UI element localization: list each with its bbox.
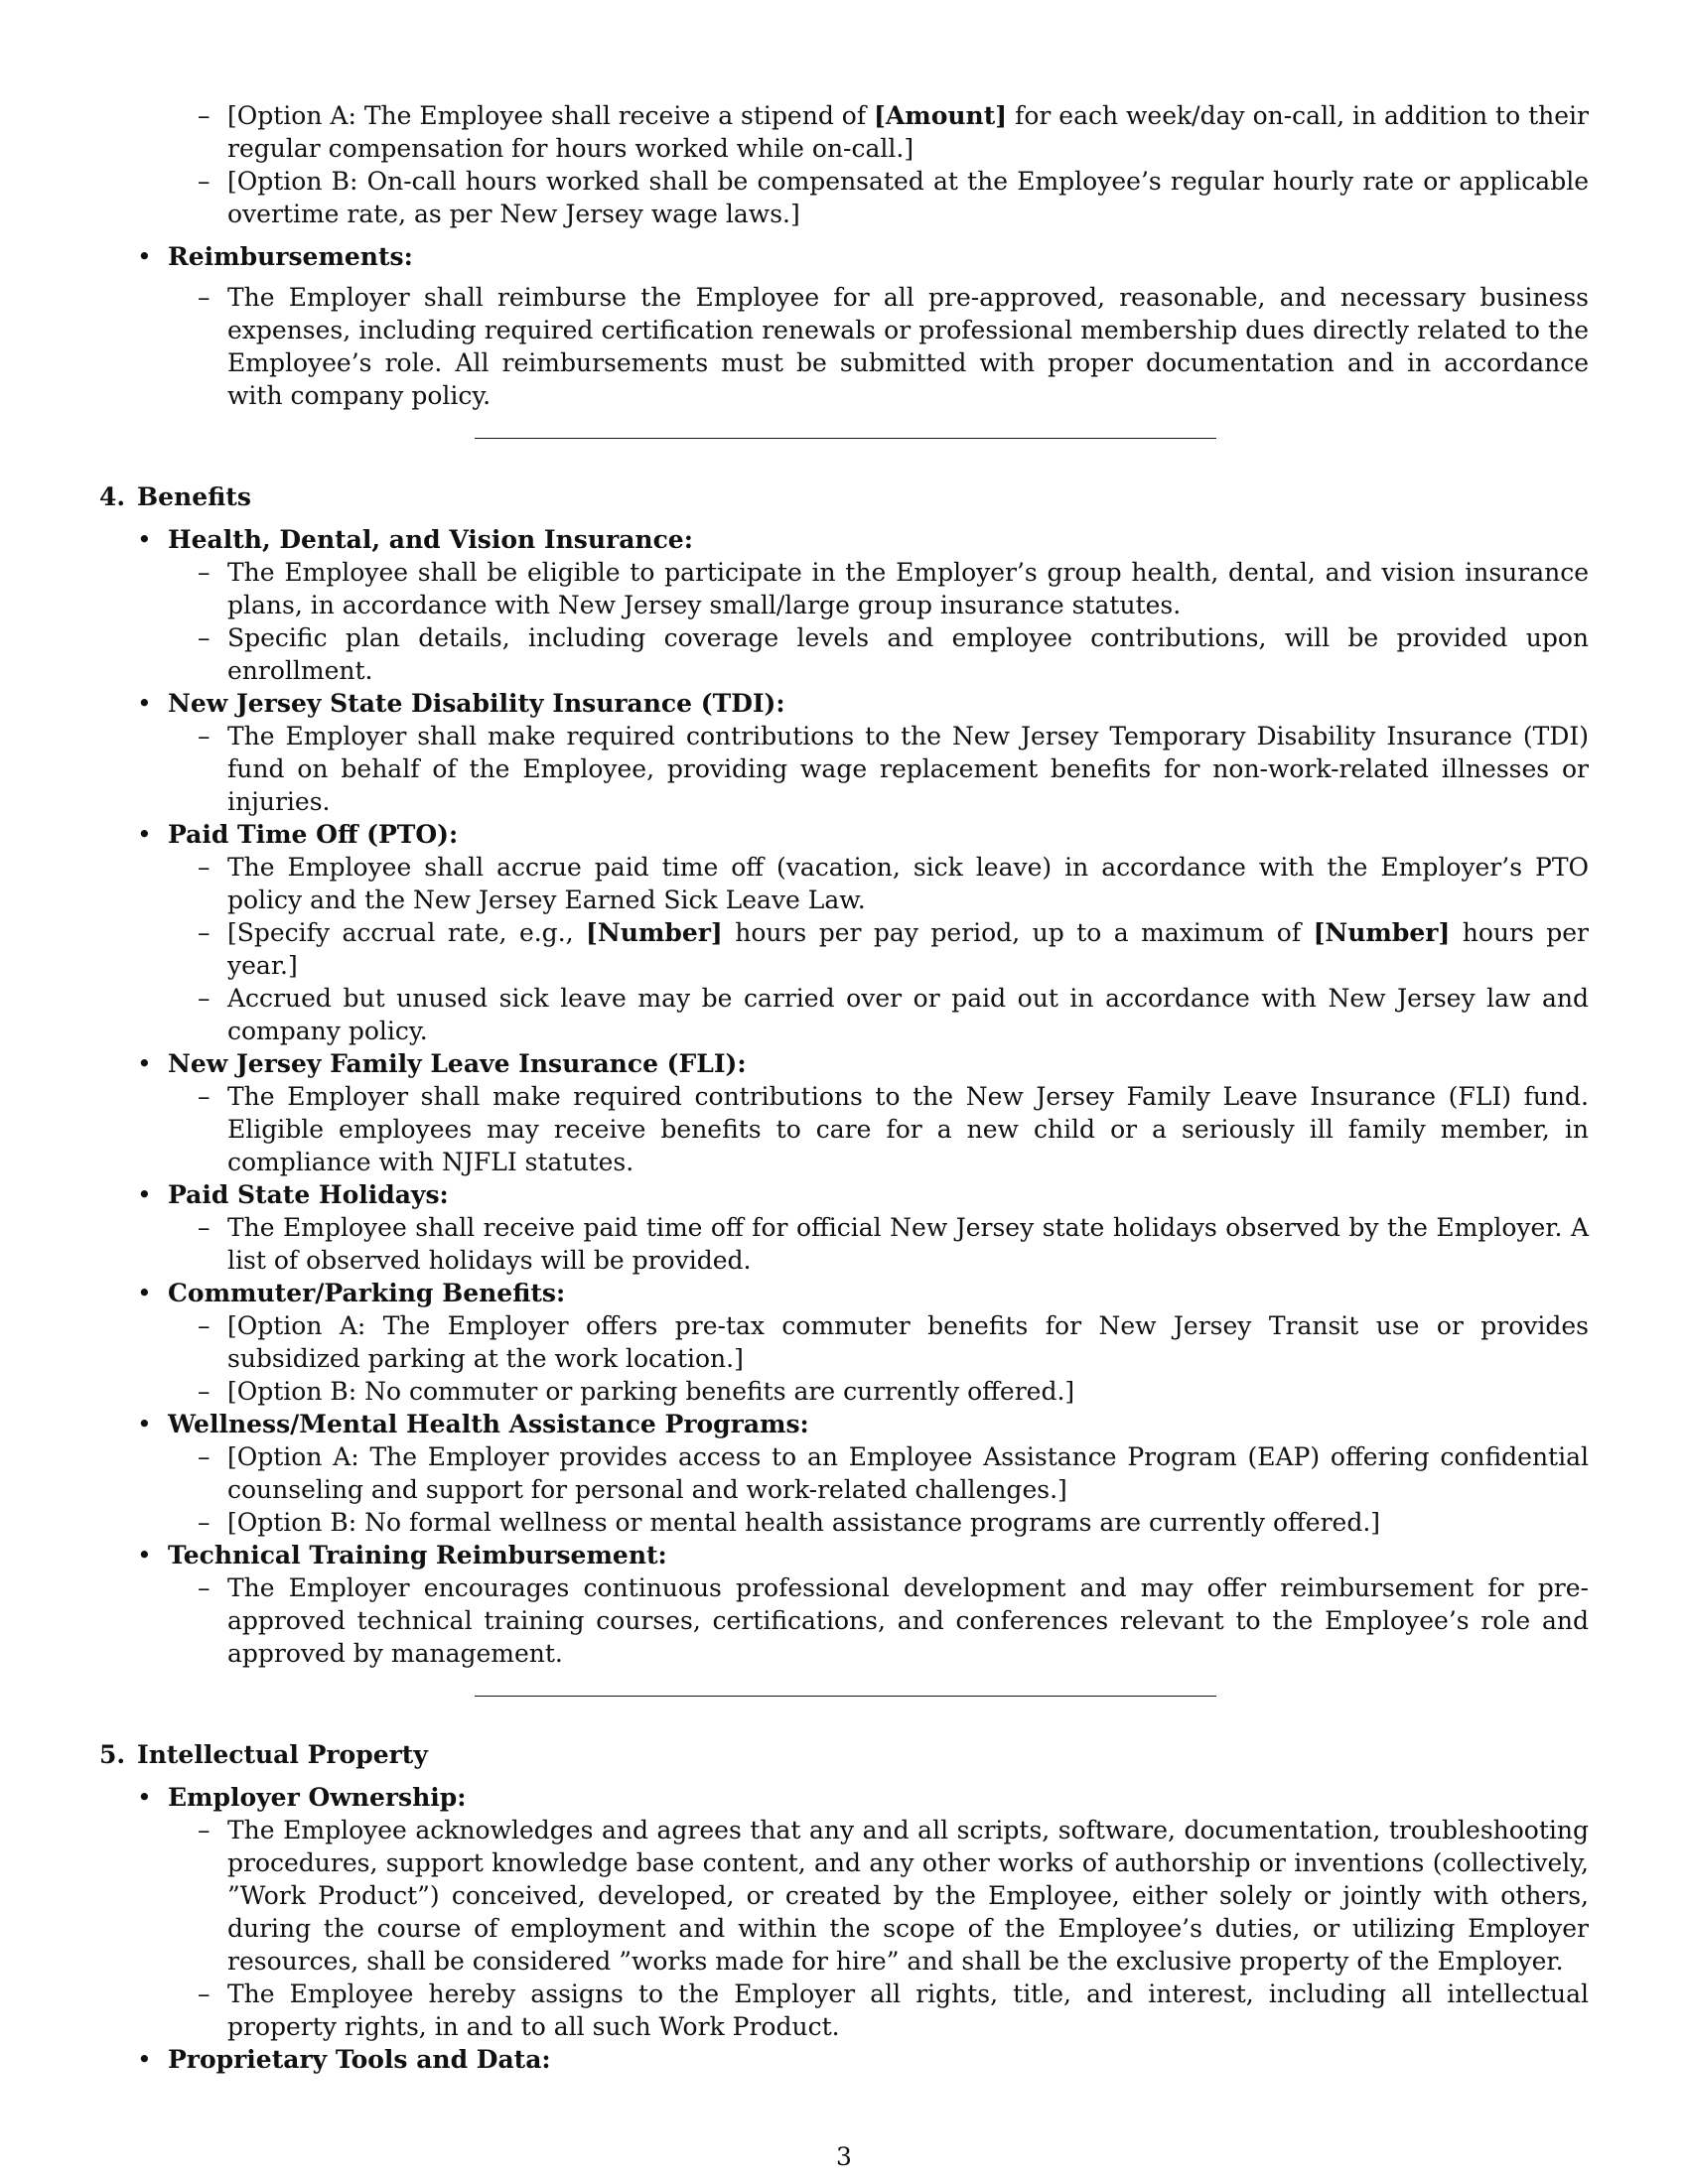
bullet-heading: Health, Dental, and Vision Insurance: — [168, 525, 693, 554]
on-call-options — [168, 99, 1589, 230]
bullet-heading: Employer Ownership: — [168, 1783, 467, 1812]
bullet-training: • Technical Training Reimbursement: – The Employer encourages continuous professional development and may offer reimbursement for pre-approved technical training courses, certifications, and conferences relevant to the Employee’s role and approved by management. — [137, 1541, 1589, 1668]
sub-item: – The Employer shall make required contributions to the New Jersey Family Leave Insurance (FLI) fund. Eligible employees may receive benefits to care for a new child or a seriously ill family member, in compliance with NJFLI statutes. — [198, 1082, 1589, 1176]
bullet-tdi: • New Jersey State Disability Insurance (TDI): – The Employer shall make required contributions to the New Jersey Temporary Disability Insurance (TDI) fund on behalf of the Employee, providing wage replacement benefits for non-work-related illnesses or injuries. — [137, 689, 1589, 816]
sub-item: – The Employer shall reimburse the Employee for all pre-approved, reasonable, and necessary business expenses, including required certification renewals or professional membership dues directly related to the Employee’s role. All reimbursements must be submitted with proper documentation and in accordance with company policy. — [198, 283, 1589, 410]
on-call-option-a: – [Option A: The Employee shall receive a stipend of [Amount] for each week/day on-call, in addition to their regular compensation for hours worked while on-call.] — [198, 101, 1589, 163]
ip-list — [99, 1781, 1589, 2076]
section-4-heading: 4. Benefits — [99, 482, 251, 511]
section-divider — [475, 1696, 1216, 1697]
sub-item: – [Option B: No commuter or parking benefits are currently offered.] — [198, 1377, 1075, 1406]
sub-item: – [Option B: No formal wellness or mental health assistance programs are currently offered.] — [198, 1508, 1381, 1537]
sub-item: – The Employer encourages continuous professional development and may offer reimbursement for pre-approved technical training courses, certifications, and conferences relevant to the Employee’s role and approved by management. — [198, 1573, 1589, 1668]
page-number: 3 — [836, 2142, 852, 2171]
bullet-proprietary-tools: • Proprietary Tools and Data: — [99, 2043, 1589, 2076]
bullet-fli: • New Jersey Family Leave Insurance (FLI): – The Employer shall make required contributions to the New Jersey Family Leave Insurance (FLI) fund. Eligible employees may receive benefits to care for a new child or a seriously ill family member, in compliance with NJFLI statutes. — [137, 1049, 1589, 1176]
bullet-state-holidays: • Paid State Holidays: – The Employee shall receive paid time off for official New Jersey state holidays observed by the Employer. A list of observed holidays will be provided. — [137, 1180, 1589, 1275]
bullet-reimbursements: • Reimbursements: – The Employer shall reimburse the Employee for all pre-approved, reasonable, and necessary business expenses, including required certification renewals or professional membership dues directly related to the Employee’s role. All reimbursements must be submitted with proper documentation and in accordance with company policy. — [137, 242, 1589, 410]
sub-item: – Accrued but unused sick leave may be carried over or paid out in accordance with New Jersey law and company policy. — [198, 984, 1589, 1045]
bullet-health-insurance: • Health, Dental, and Vision Insurance: – The Employee shall be eligible to participate in the Employer’s group health, dental, and vision insurance plans, in accordance with New Jersey small/large group insurance statutes. – Specific plan details, including coverage levels and employee contributions, will be provided upon enrollment. — [137, 525, 1589, 685]
section-5-heading: 5. Intellectual Property — [99, 1740, 428, 1769]
bullet-heading: Commuter/Parking Benefits: — [168, 1279, 566, 1307]
sub-item: – The Employee acknowledges and agrees that any and all scripts, software, documentation, troubleshooting procedures, support knowledge base content, and any other works of authorship or inventions (collectively, ”Work Product”) conceived, developed, or created by the Employee, either solely or jointly with others, during the course of employment and within the scope of the Employee’s duties, or utilizing Employer resources, shall be considered ”works made for hire” and shall be the exclusive property of the Employer. — [198, 1816, 1589, 1976]
bullet-heading: Proprietary Tools and Data: — [168, 2045, 551, 2074]
bullet-heading: Wellness/Mental Health Assistance Programs: — [168, 1410, 809, 1438]
sub-item: – The Employee shall receive paid time off for official New Jersey state holidays observed by the Employer. A list of observed holidays will be provided. — [198, 1213, 1589, 1275]
bullet-employer-ownership: • Employer Ownership: – The Employee acknowledges and agrees that any and all scripts, software, documentation, troubleshooting procedures, support knowledge base content, and any other works of authorship or inventions (collectively, ”Work Product”) conceived, developed, or created by the Employee, either solely or jointly with others, during the course of employment and within the scope of the Employee’s duties, or utilizing Employer resources, shall be considered ”works made for hire” and shall be the exclusive property of the Employer. – The Employee hereby assigns to the Employer all rights, title, and interest, including all intellectual property rights, in and to all such Work Product. — [137, 1783, 1589, 2041]
sub-item-pto-accrual: – [Specify accrual rate, e.g., [Number] hours per pay period, up to a maximum of [Number] hours per year.] — [198, 918, 1589, 980]
section-4-title: Benefits — [137, 482, 251, 511]
section-5-title: Intellectual Property — [137, 1740, 428, 1769]
bullet-heading: New Jersey Family Leave Insurance (FLI): — [168, 1049, 747, 1078]
section-divider — [475, 438, 1216, 439]
bullet-heading: Paid Time Off (PTO): — [168, 820, 459, 849]
benefits-list — [99, 523, 1589, 1670]
sub-item: – Specific plan details, including coverage levels and employee contributions, will be provided upon enrollment. — [198, 623, 1589, 685]
bullet-pto: • Paid Time Off (PTO): – The Employee shall accrue paid time off (vacation, sick leave) in accordance with the Employer’s PTO policy and the New Jersey Earned Sick Leave Law. – [Specify accrual rate, e.g., [Number] hours per pay period, up to a maximum of [Number] hours per year.] – Accrued but unused sick leave may be carried over or paid out in accordance with New Jersey law and company policy. — [137, 820, 1589, 1045]
page-content — [99, 99, 1589, 2076]
sub-item: – The Employer shall make required contributions to the New Jersey Temporary Disability Insurance (TDI) fund on behalf of the Employee, providing wage replacement benefits for non-work-related illnesses or injuries. — [198, 722, 1589, 816]
sub-item: – The Employee hereby assigns to the Employer all rights, title, and interest, including all intellectual property rights, in and to all such Work Product. — [198, 1979, 1589, 2041]
sub-item: – [Option A: The Employer offers pre-tax commuter benefits for New Jersey Transit use or provides subsidized parking at the work location.] — [198, 1311, 1589, 1373]
reimbursements-list — [99, 240, 1589, 412]
bullet-heading: Paid State Holidays: — [168, 1180, 449, 1209]
bullet-heading: Technical Training Reimbursement: — [168, 1541, 667, 1570]
bullet-wellness: • Wellness/Mental Health Assistance Programs: – [Option A: The Employer provides access to an Employee Assistance Program (EAP) offering confidential counseling and support for personal and work-related challenges.] – [Option B: No formal wellness or mental health assistance programs are currently offered.] — [137, 1410, 1589, 1537]
sub-item: – The Employee shall accrue paid time off (vacation, sick leave) in accordance with the Employer’s PTO policy and the New Jersey Earned Sick Leave Law. — [198, 853, 1589, 914]
on-call-option-b: – [Option B: On-call hours worked shall be compensated at the Employee’s regular hourly rate or applicable overtime rate, as per New Jersey wage laws.] — [198, 167, 1589, 228]
sub-item: – The Employee shall be eligible to participate in the Employer’s group health, dental, and vision insurance plans, in accordance with New Jersey small/large group insurance statutes. — [198, 558, 1589, 619]
bullet-heading: Reimbursements: — [168, 242, 413, 271]
bullet-commuter: • Commuter/Parking Benefits: – [Option A: The Employer offers pre-tax commuter benefits for New Jersey Transit use or provides subsidized parking at the work location.] – [Option B: No commuter or parking benefits are currently offered.] — [137, 1279, 1589, 1406]
bullet-heading: New Jersey State Disability Insurance (TDI): — [168, 689, 785, 718]
sub-item: – [Option A: The Employer provides access to an Employee Assistance Program (EAP) offering confidential counseling and support for personal and work-related challenges.] — [198, 1442, 1589, 1504]
